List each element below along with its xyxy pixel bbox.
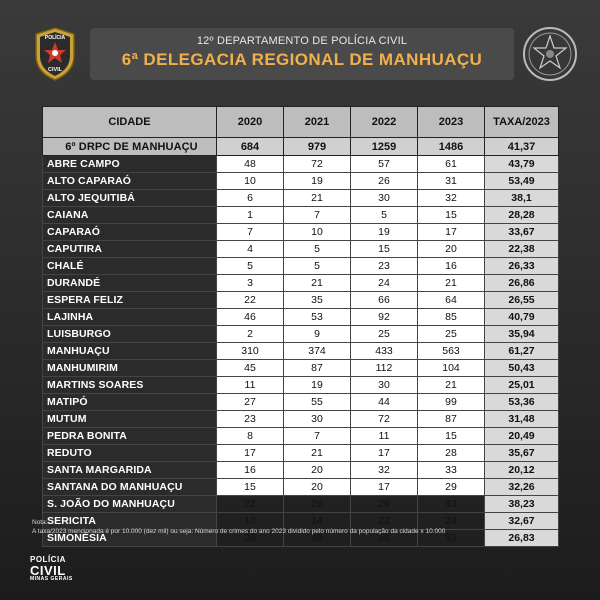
count-cell-2022: 44 bbox=[351, 394, 418, 411]
count-cell-2021: 53 bbox=[284, 309, 351, 326]
count-cell-2020: 5 bbox=[217, 258, 284, 275]
count-cell-2023: 31 bbox=[418, 173, 485, 190]
city-name-cell: MANHUMIRIM bbox=[43, 360, 217, 377]
count-cell-2021: 7 bbox=[284, 428, 351, 445]
table-row bbox=[43, 496, 559, 513]
count-cell-2021: 49 bbox=[284, 530, 351, 547]
count-cell-2023: 15 bbox=[418, 428, 485, 445]
taxa-cell: 38,1 bbox=[485, 190, 559, 207]
count-cell-2023: 104 bbox=[418, 360, 485, 377]
city-name-cell: REDUTO bbox=[43, 445, 217, 462]
city-name-cell: CAIANA bbox=[43, 207, 217, 224]
footnote bbox=[32, 518, 445, 536]
column-header-2020: 2020 bbox=[217, 107, 284, 138]
count-cell-2023: 21 bbox=[418, 377, 485, 394]
count-cell-2022: 24 bbox=[351, 275, 418, 292]
police-badge-icon bbox=[32, 26, 78, 82]
header-subtitle: 12º DEPARTAMENTO DE POLÍCIA CIVIL bbox=[196, 35, 408, 47]
count-cell-2020: 22 bbox=[217, 292, 284, 309]
count-cell-2021: 87 bbox=[284, 360, 351, 377]
header-box bbox=[90, 28, 514, 80]
count-cell-2022: 23 bbox=[351, 258, 418, 275]
count-cell-2023: 17 bbox=[418, 224, 485, 241]
count-cell-2021: 72 bbox=[284, 156, 351, 173]
count-cell-2022: 17 bbox=[351, 445, 418, 462]
count-cell-2023: 29 bbox=[418, 479, 485, 496]
count-cell-2020: 46 bbox=[217, 309, 284, 326]
city-name-cell: SIMONÉSIA bbox=[43, 530, 217, 547]
count-cell-2020: 16 bbox=[217, 462, 284, 479]
taxa-cell: 26,33 bbox=[485, 258, 559, 275]
header-title: 6ª DELEGACIA REGIONAL DE MANHUAÇU bbox=[121, 50, 483, 69]
count-cell-2022: 22 bbox=[351, 513, 418, 530]
logo-line-1: POLÍCIA bbox=[30, 555, 66, 564]
taxa-cell: 26,55 bbox=[485, 292, 559, 309]
logo-line-3: MINAS GERAIS bbox=[30, 576, 73, 582]
taxa-cell: 26,86 bbox=[485, 275, 559, 292]
count-cell-2020: 23 bbox=[217, 411, 284, 428]
taxa-cell: 20,12 bbox=[485, 462, 559, 479]
footnote-text: A taxa/2023 mencionada é por 10.000 (dez mil) ou seja: Número de crimes do ano 2023 dividido pelo número da população da cidade x 10.000 bbox=[32, 528, 446, 535]
count-cell-2020: 6 bbox=[217, 190, 284, 207]
count-cell-2022: 32 bbox=[351, 462, 418, 479]
city-name-cell: LUISBURGO bbox=[43, 326, 217, 343]
column-header-city: CIDADE bbox=[43, 107, 217, 138]
count-cell-2022: 15 bbox=[351, 241, 418, 258]
count-cell-2022: 11 bbox=[351, 428, 418, 445]
city-name-cell: MANHUAÇU bbox=[43, 343, 217, 360]
count-cell-2022: 26 bbox=[351, 173, 418, 190]
count-cell-2021: 7 bbox=[284, 207, 351, 224]
total-taxa: 41,37 bbox=[485, 138, 559, 156]
count-cell-2020: 310 bbox=[217, 343, 284, 360]
table-row bbox=[43, 462, 559, 479]
taxa-cell: 33,67 bbox=[485, 224, 559, 241]
table-row bbox=[43, 275, 559, 292]
taxa-cell: 31,48 bbox=[485, 411, 559, 428]
taxa-cell: 20,49 bbox=[485, 428, 559, 445]
table-row bbox=[43, 224, 559, 241]
count-cell-2020: 22 bbox=[217, 496, 284, 513]
count-cell-2021: 21 bbox=[284, 190, 351, 207]
count-cell-2020: 48 bbox=[217, 156, 284, 173]
footnote-label: Nota: bbox=[32, 519, 48, 526]
count-cell-2022: 112 bbox=[351, 360, 418, 377]
count-cell-2023: 563 bbox=[418, 343, 485, 360]
count-cell-2022: 25 bbox=[351, 326, 418, 343]
city-name-cell: LAJINHA bbox=[43, 309, 217, 326]
total-city: 6º DRPC DE MANHUAÇU bbox=[43, 138, 217, 156]
count-cell-2023: 33 bbox=[418, 462, 485, 479]
taxa-cell: 28,28 bbox=[485, 207, 559, 224]
city-name-cell: SANTA MARGARIDA bbox=[43, 462, 217, 479]
column-header-taxa: TAXA/2023 bbox=[485, 107, 559, 138]
city-name-cell: MATIPÓ bbox=[43, 394, 217, 411]
count-cell-2022: 58 bbox=[351, 530, 418, 547]
city-name-cell: MUTUM bbox=[43, 411, 217, 428]
count-cell-2022: 29 bbox=[351, 496, 418, 513]
count-cell-2023: 32 bbox=[418, 190, 485, 207]
table-row bbox=[43, 190, 559, 207]
count-cell-2023: 15 bbox=[418, 207, 485, 224]
taxa-cell: 53,49 bbox=[485, 173, 559, 190]
taxa-cell: 22,38 bbox=[485, 241, 559, 258]
count-cell-2020: 4 bbox=[217, 241, 284, 258]
table-row bbox=[43, 207, 559, 224]
taxa-cell: 25,01 bbox=[485, 377, 559, 394]
table-row bbox=[43, 360, 559, 377]
city-name-cell: ESPERA FELIZ bbox=[43, 292, 217, 309]
count-cell-2020: 10 bbox=[217, 173, 284, 190]
count-cell-2020: 45 bbox=[217, 360, 284, 377]
city-name-cell: MARTINS SOARES bbox=[43, 377, 217, 394]
count-cell-2020: 3 bbox=[217, 275, 284, 292]
count-cell-2020: 11 bbox=[217, 377, 284, 394]
taxa-cell: 61,27 bbox=[485, 343, 559, 360]
count-cell-2021: 21 bbox=[284, 275, 351, 292]
count-cell-2022: 72 bbox=[351, 411, 418, 428]
count-cell-2022: 30 bbox=[351, 190, 418, 207]
total-2020: 684 bbox=[217, 138, 284, 156]
count-cell-2021: 5 bbox=[284, 258, 351, 275]
count-cell-2021: 374 bbox=[284, 343, 351, 360]
count-cell-2023: 24 bbox=[418, 513, 485, 530]
count-cell-2020: 17 bbox=[217, 445, 284, 462]
table-row bbox=[43, 428, 559, 445]
table-row bbox=[43, 309, 559, 326]
city-name-cell: S. JOÃO DO MANHUAÇU bbox=[43, 496, 217, 513]
svg-text:CIVIL: CIVIL bbox=[47, 67, 63, 73]
count-cell-2022: 92 bbox=[351, 309, 418, 326]
count-cell-2021: 19 bbox=[284, 173, 351, 190]
city-name-cell: ALTO CAPARAÓ bbox=[43, 173, 217, 190]
column-header-2022: 2022 bbox=[351, 107, 418, 138]
table-row bbox=[43, 241, 559, 258]
count-cell-2021: 5 bbox=[284, 241, 351, 258]
table-row bbox=[43, 394, 559, 411]
city-name-cell: SANTANA DO MANHUAÇU bbox=[43, 479, 217, 496]
city-name-cell: CAPUTIRA bbox=[43, 241, 217, 258]
city-name-cell: CAPARAÓ bbox=[43, 224, 217, 241]
taxa-cell: 35,94 bbox=[485, 326, 559, 343]
taxa-cell: 32,67 bbox=[485, 513, 559, 530]
table-row bbox=[43, 156, 559, 173]
city-name-cell: ABRE CAMPO bbox=[43, 156, 217, 173]
count-cell-2020: 8 bbox=[217, 428, 284, 445]
table-row bbox=[43, 479, 559, 496]
count-cell-2021: 9 bbox=[284, 326, 351, 343]
count-cell-2023: 85 bbox=[418, 309, 485, 326]
table-header-row bbox=[43, 107, 559, 138]
city-name-cell: ALTO JEQUITIBÁ bbox=[43, 190, 217, 207]
count-cell-2023: 64 bbox=[418, 292, 485, 309]
count-cell-2022: 433 bbox=[351, 343, 418, 360]
count-cell-2021: 30 bbox=[284, 411, 351, 428]
count-cell-2021: 20 bbox=[284, 479, 351, 496]
column-header-2021: 2021 bbox=[284, 107, 351, 138]
table-row bbox=[43, 343, 559, 360]
taxa-cell: 38,23 bbox=[485, 496, 559, 513]
count-cell-2023: 87 bbox=[418, 411, 485, 428]
table-row bbox=[43, 411, 559, 428]
count-cell-2020: 1 bbox=[217, 207, 284, 224]
data-table bbox=[42, 106, 559, 547]
count-cell-2023: 53 bbox=[418, 530, 485, 547]
total-row bbox=[43, 138, 559, 156]
total-2023: 1486 bbox=[418, 138, 485, 156]
count-cell-2023: 61 bbox=[418, 156, 485, 173]
total-2022: 1259 bbox=[351, 138, 418, 156]
count-cell-2020: 26 bbox=[217, 530, 284, 547]
count-cell-2023: 99 bbox=[418, 394, 485, 411]
taxa-cell: 40,79 bbox=[485, 309, 559, 326]
count-cell-2020: 7 bbox=[217, 224, 284, 241]
taxa-cell: 50,43 bbox=[485, 360, 559, 377]
city-name-cell: DURANDÉ bbox=[43, 275, 217, 292]
table-row bbox=[43, 292, 559, 309]
count-cell-2023: 20 bbox=[418, 241, 485, 258]
count-cell-2020: 27 bbox=[217, 394, 284, 411]
city-name-cell: PEDRA BONITA bbox=[43, 428, 217, 445]
table-row bbox=[43, 326, 559, 343]
count-cell-2022: 5 bbox=[351, 207, 418, 224]
policia-civil-logo bbox=[30, 556, 73, 582]
taxa-cell: 32,26 bbox=[485, 479, 559, 496]
count-cell-2021: 21 bbox=[284, 445, 351, 462]
count-cell-2021: 20 bbox=[284, 462, 351, 479]
table-row bbox=[43, 173, 559, 190]
table-row bbox=[43, 258, 559, 275]
count-cell-2021: 14 bbox=[284, 513, 351, 530]
total-2021: 979 bbox=[284, 138, 351, 156]
count-cell-2021: 10 bbox=[284, 224, 351, 241]
logo-line-2: CIVIL bbox=[30, 563, 66, 578]
count-cell-2022: 17 bbox=[351, 479, 418, 496]
count-cell-2023: 25 bbox=[418, 326, 485, 343]
count-cell-2021: 35 bbox=[284, 292, 351, 309]
city-name-cell: CHALÉ bbox=[43, 258, 217, 275]
taxa-cell: 43,79 bbox=[485, 156, 559, 173]
taxa-cell: 26,83 bbox=[485, 530, 559, 547]
count-cell-2022: 19 bbox=[351, 224, 418, 241]
taxa-cell: 35,67 bbox=[485, 445, 559, 462]
count-cell-2022: 30 bbox=[351, 377, 418, 394]
city-name-cell: SERICITA bbox=[43, 513, 217, 530]
count-cell-2021: 26 bbox=[284, 496, 351, 513]
count-cell-2020: 15 bbox=[217, 479, 284, 496]
seal-icon bbox=[522, 26, 578, 82]
table-row bbox=[43, 445, 559, 462]
count-cell-2020: 10 bbox=[217, 513, 284, 530]
count-cell-2022: 57 bbox=[351, 156, 418, 173]
svg-text:POLÍCIA: POLÍCIA bbox=[44, 35, 66, 41]
count-cell-2021: 19 bbox=[284, 377, 351, 394]
column-header-2023: 2023 bbox=[418, 107, 485, 138]
count-cell-2020: 2 bbox=[217, 326, 284, 343]
count-cell-2023: 21 bbox=[418, 275, 485, 292]
count-cell-2023: 43 bbox=[418, 496, 485, 513]
count-cell-2022: 66 bbox=[351, 292, 418, 309]
table-row bbox=[43, 377, 559, 394]
count-cell-2021: 55 bbox=[284, 394, 351, 411]
count-cell-2023: 16 bbox=[418, 258, 485, 275]
count-cell-2023: 28 bbox=[418, 445, 485, 462]
taxa-cell: 53,36 bbox=[485, 394, 559, 411]
